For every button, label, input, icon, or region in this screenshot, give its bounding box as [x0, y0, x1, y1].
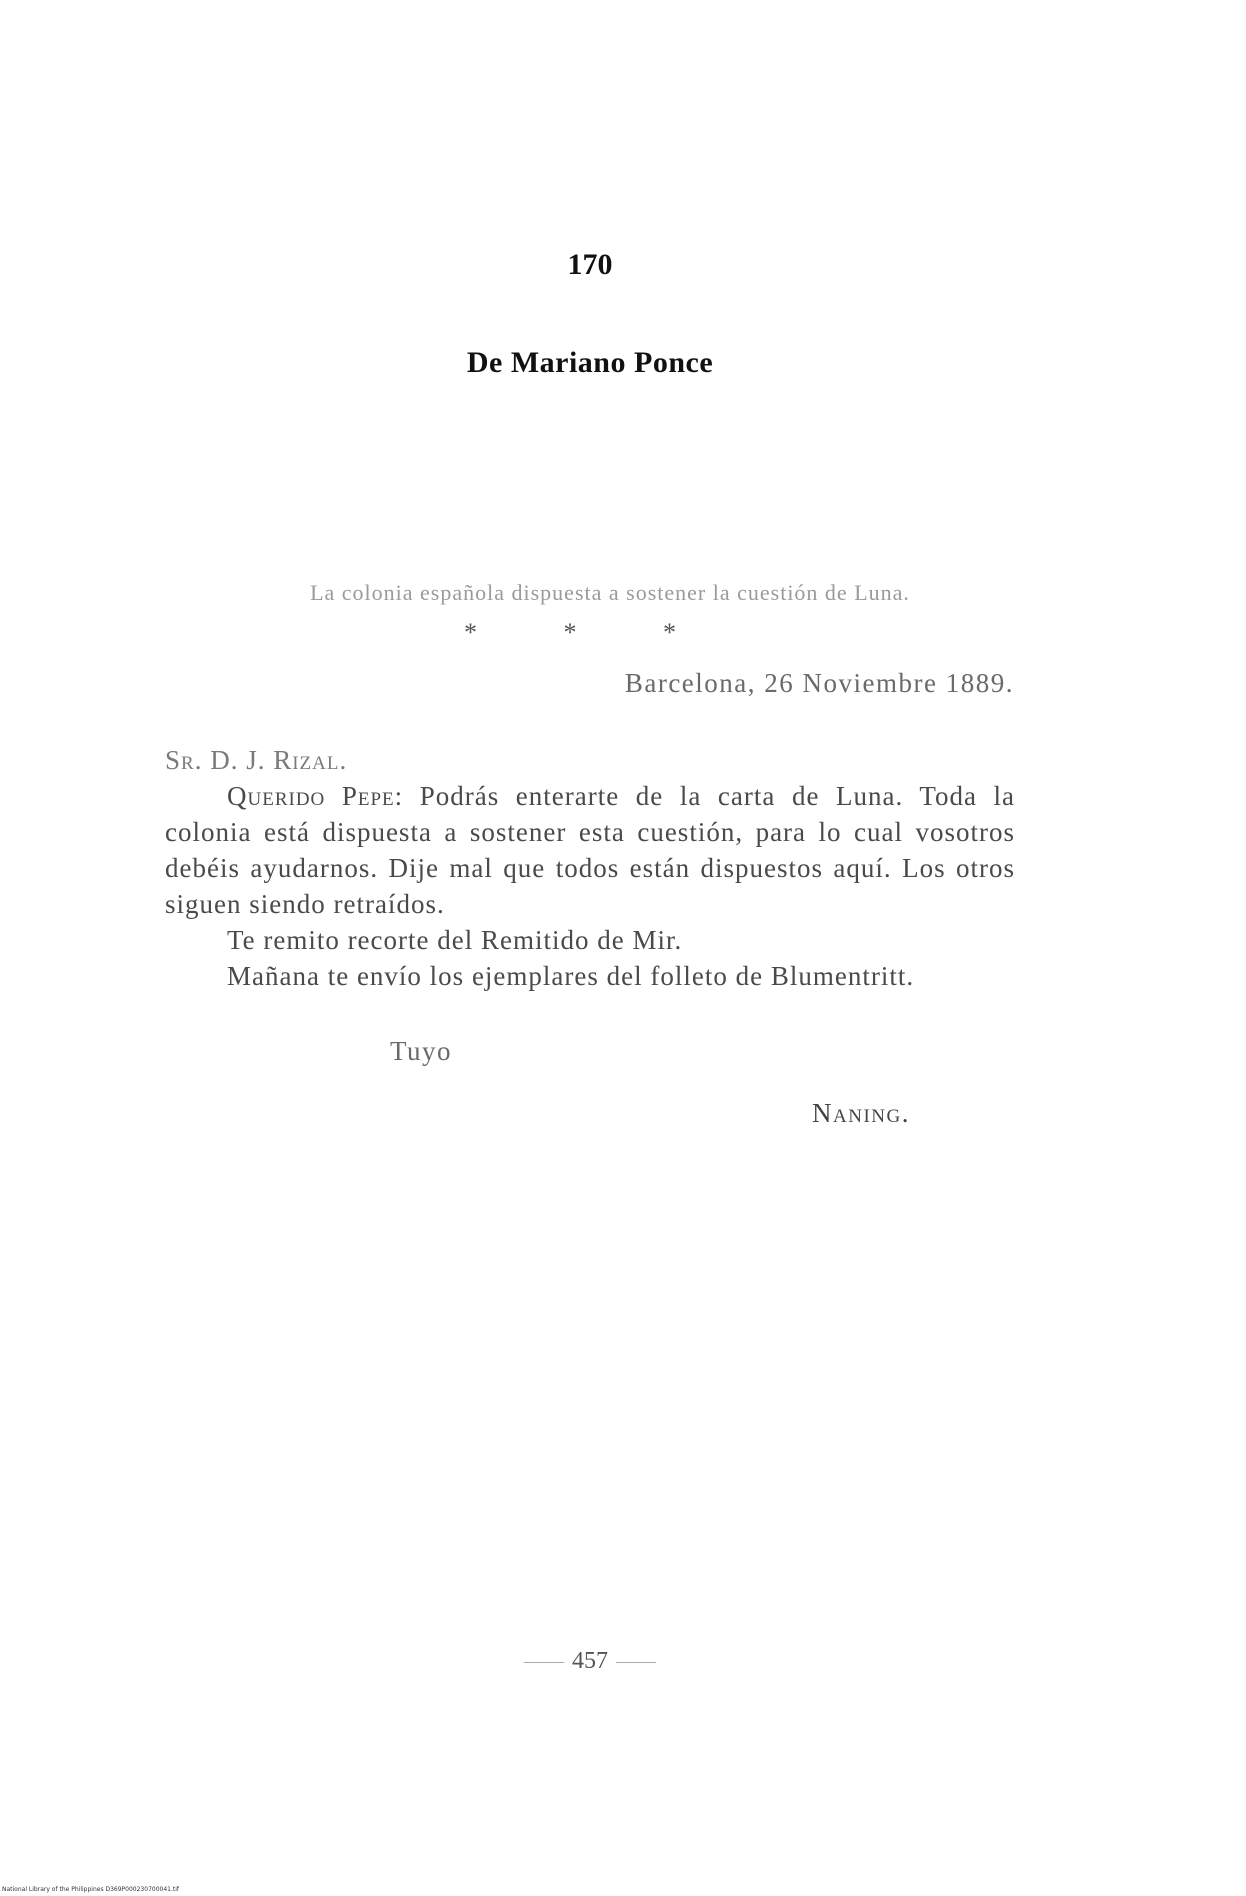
- letter-summary: La colonia española dispuesta a sostener la cuestión de Luna.: [310, 580, 910, 605]
- section-asterisms: * * *: [464, 618, 716, 647]
- scan-credit: National Library of the Philippines D369P000230700041.tif: [2, 1886, 180, 1893]
- letter-paragraph-1: [165, 778, 1015, 922]
- letter-paragraph-2: Te remito recorte del Remitido de Mir.: [227, 925, 683, 955]
- letter-number: 170: [567, 248, 613, 281]
- letter-paragraph-1-text: Podrás enterarte de la carta de Luna. Toda la colonia está dispuesta a sostener esta cuestión, para lo cual vosotros debéis ayudarnos. Dije mal que todos están dispuestos aquí. Los otros siguen siendo retraídos.: [165, 781, 1015, 919]
- letter-salutation: Querido Pepe:: [227, 781, 404, 811]
- folio-number: 457: [572, 1648, 608, 1674]
- folio-dash-right: [616, 1662, 656, 1663]
- letter-signature: Naning.: [812, 1098, 910, 1128]
- letter-title: De Mariano Ponce: [466, 346, 714, 379]
- folio-dash-left: [524, 1662, 564, 1663]
- page-folio: [0, 1648, 1180, 1675]
- letter-closing: Tuyo: [390, 1036, 453, 1066]
- letter-body: [165, 742, 1015, 994]
- letter-paragraph-3: Mañana te envío los ejemplares del folleto de Blumentritt.: [227, 961, 915, 991]
- letter-dateline: Barcelona, 26 Noviembre 1889.: [624, 668, 1014, 698]
- letter-addressee: Sr. D. J. Rizal.: [165, 745, 348, 775]
